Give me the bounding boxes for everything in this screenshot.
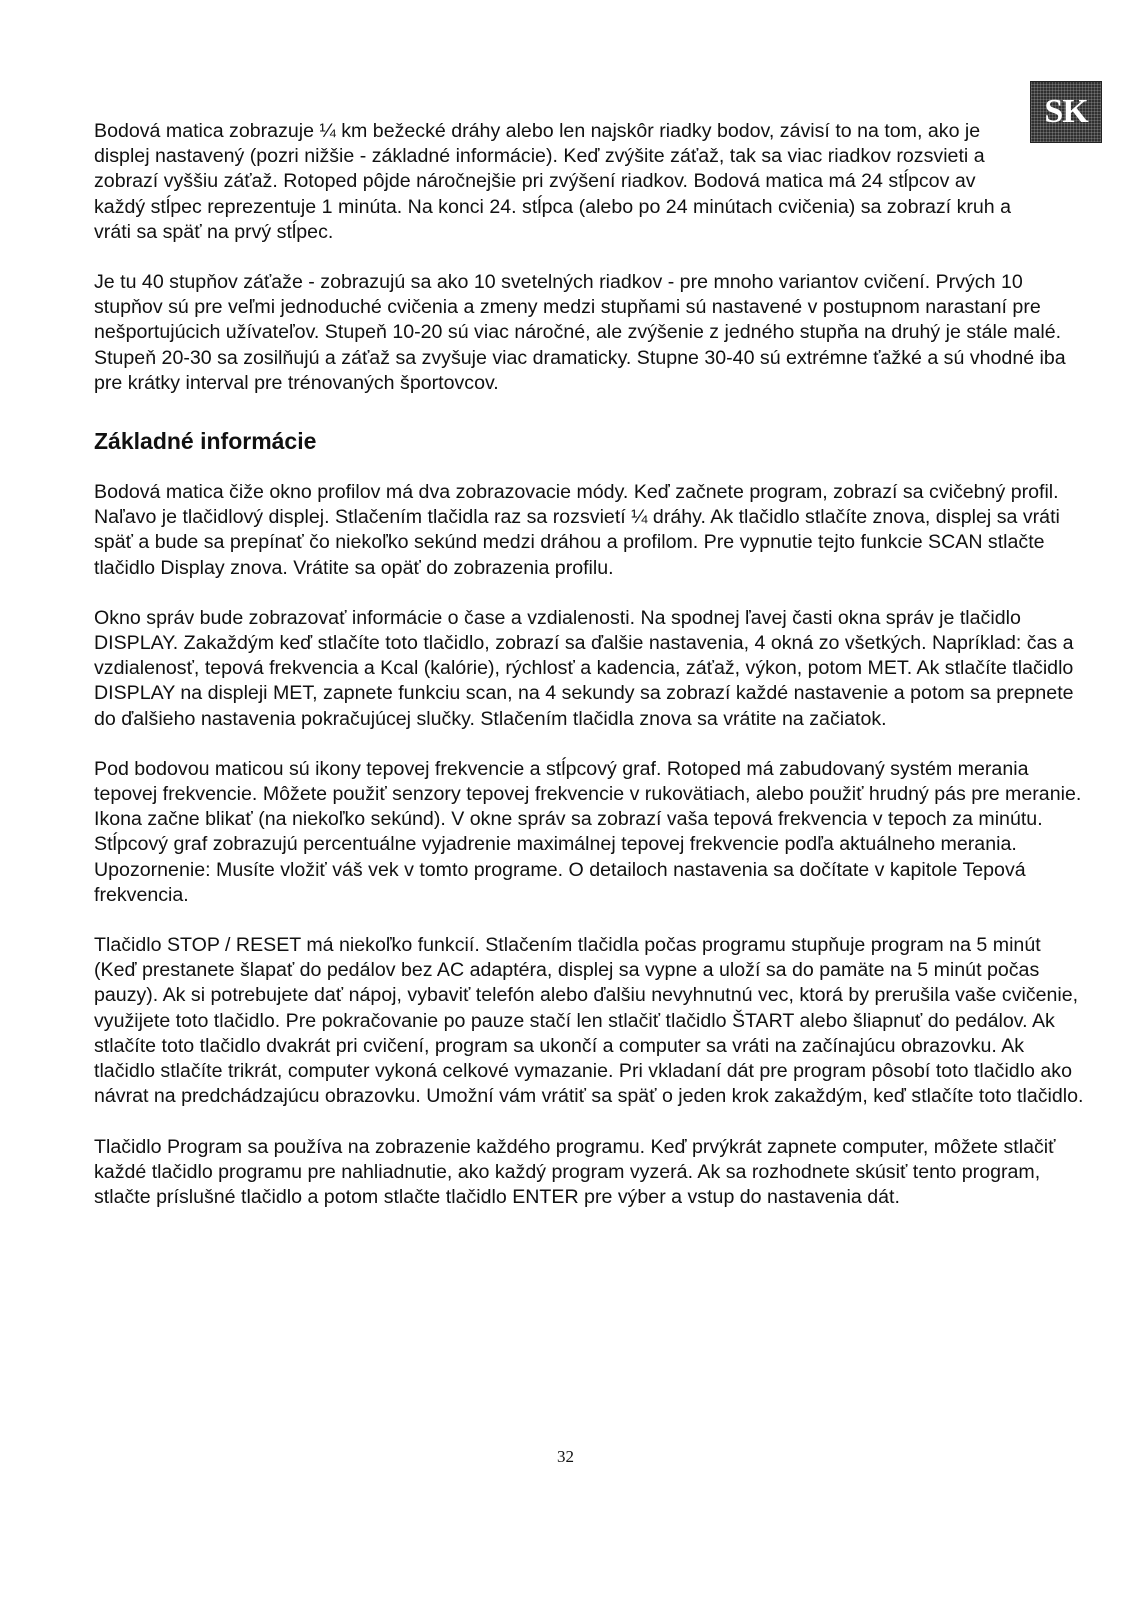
paragraph-stop-reset: Tlačidlo STOP / RESET má niekoľko funkcií. Stlačením tlačidla počas programu stupňuje program na 5 minút (Keď prestanete šlapať do pedálov bez AC adaptéra, displej sa vypne a uloží sa do pamäte na 5 minút počas pauzy). Ak si potrebujete dať nápoj, vybaviť telefón alebo ďalšiu nevyhnutnú vec, ktorá by prerušila vaše cvičenie, využijete toto tlačidlo. Pre pokračovanie po pauze stačí len stlačiť tlačidlo ŠTART alebo šliapnuť do pedálov. Ak stlačíte toto tlačidlo dvakrát pri cvičení, program sa ukončí a computer sa vráti na začínajúcu obrazovku. Ak tlačidlo stlačíte trikrát, computer vykoná celkové vymazanie. Pri vkladaní dát pre program pôsobí toto tlačidlo ako návrat na predchádzajúcu obrazovku. Umožní vám vrátiť sa späť o jeden krok zakaždým, keď stlačíte toto tlačidlo. bbox=[94, 934, 1084, 1108]
paragraph-heart-rate: Pod bodovou maticou sú ikony tepovej frekvencie a stĺpcový graf. Rotoped má zabudovaný systém merania tepovej frekvencie. Môžete použiť senzory tepovej frekvencie v rukovätiach, alebo použiť hrudný pás pre meranie. Ikona začne blikať (na niekoľko sekúnd). V okne správ sa zobrazí vaša tepová frekvencia v tepoch za minútu. Stĺpcový graf zobrazujú percentuálne vyjadrenie maximálnej tepovej frekvencie podľa aktuálneho merania. Upozornenie: Musíte vložiť váš vek v tomto programe. O detailoch nastavenia sa dočítate v kapitole Tepová frekvencia. bbox=[94, 757, 1082, 906]
page-content bbox=[94, 119, 1084, 1210]
paragraph-message-window: Okno správ bude zobrazovať informácie o čase a vzdialenosti. Na spodnej ľavej časti okna správ je tlačidlo DISPLAY. Zakaždým keď stlačíte toto tlačidlo, zobrazí sa ďalšie nastavenia, 4 okná zo všetkých. Napríklad: čas a vzdialenosť, tepová frekvencia a Kcal (kalórie), rýchlosť a kadencia, záťaž, výkon, potom MET. Ak stlačíte tlačidlo DISPLAY na displeji MET, zapnete funkciu scan, na 4 sekundy sa zobrazí každé nastavenie a potom sa prepnete do ďalšieho nastavenia pokračujúcej slučky. Stlačením tlačidla znova sa vrátite na začiatok. bbox=[94, 606, 1074, 730]
section-heading: Základné informácie bbox=[94, 428, 317, 455]
language-code: SK bbox=[1044, 93, 1088, 130]
paragraph-program-button: Tlačidlo Program sa používa na zobrazenie každého programu. Keď prvýkrát zapnete computer, môžete stlačiť každé tlačidlo programu pre nahliadnutie, ako každý program vyzerá. Ak sa rozhodnete skúsiť tento program, stlačte príslušné tlačidlo a potom stlačte tlačidlo ENTER pre výber a vstup do nastavenia dát. bbox=[94, 1135, 1056, 1208]
paragraph-dot-matrix: Bodová matica zobrazuje ¼ km bežecké dráhy alebo len najskôr riadky bodov, závisí to na tom, ako je displej nastavený (pozri nižšie - základné informácie). Keď zvýšite záťaž, tak sa viac riadkov rozsvieti a zobrazí vyššiu záťaž. Rotoped pôjde náročnejšie pri zvýšení riadkov. Bodová matica má 24 stĺpcov av každý stĺpec reprezentuje 1 minúta. Na konci 24. stĺpca (alebo po 24 minútach cvičenia) sa zobrazí kruh a vráti sa späť na prvý stĺpec. bbox=[94, 120, 1012, 243]
paragraph-resistance-levels: Je tu 40 stupňov záťaže - zobrazujú sa ako 10 svetelných riadkov - pre mnoho variantov cvičení. Prvých 10 stupňov sú pre veľmi jednoduché cvičenia a zmeny medzi stupňami sú nastavené v postupnom narastaní pre nešportujúcich užívateľov. Stupeň 10-20 sú viac náročné, ale zvýšenie z jedného stupňa na druhý je stále malé. Stupeň 20-30 sa zosilňujú a záťaž sa zvyšuje viac dramaticky. Stupne 30-40 sú extrémne ťažké a sú vhodné iba pre krátky interval pre trénovaných športovcov. bbox=[94, 271, 1066, 394]
page-number: 32 bbox=[557, 1447, 574, 1466]
paragraph-profile-window: Bodová matica čiže okno profilov má dva zobrazovacie módy. Keď začnete program, zobrazí sa cvičebný profil. Naľavo je tlačidlový displej. Stlačením tlačidla raz sa rozsvietí ¼ dráhy. Ak tlačidlo stlačíte znova, displej sa vráti späť a bude sa prepínať čo niekoľko sekúnd medzi dráhou a profilom. Pre vypnutie tejto funkcie SCAN stlačte tlačidlo Display znova. Vrátite sa opäť do zobrazenia profilu. bbox=[94, 481, 1060, 579]
